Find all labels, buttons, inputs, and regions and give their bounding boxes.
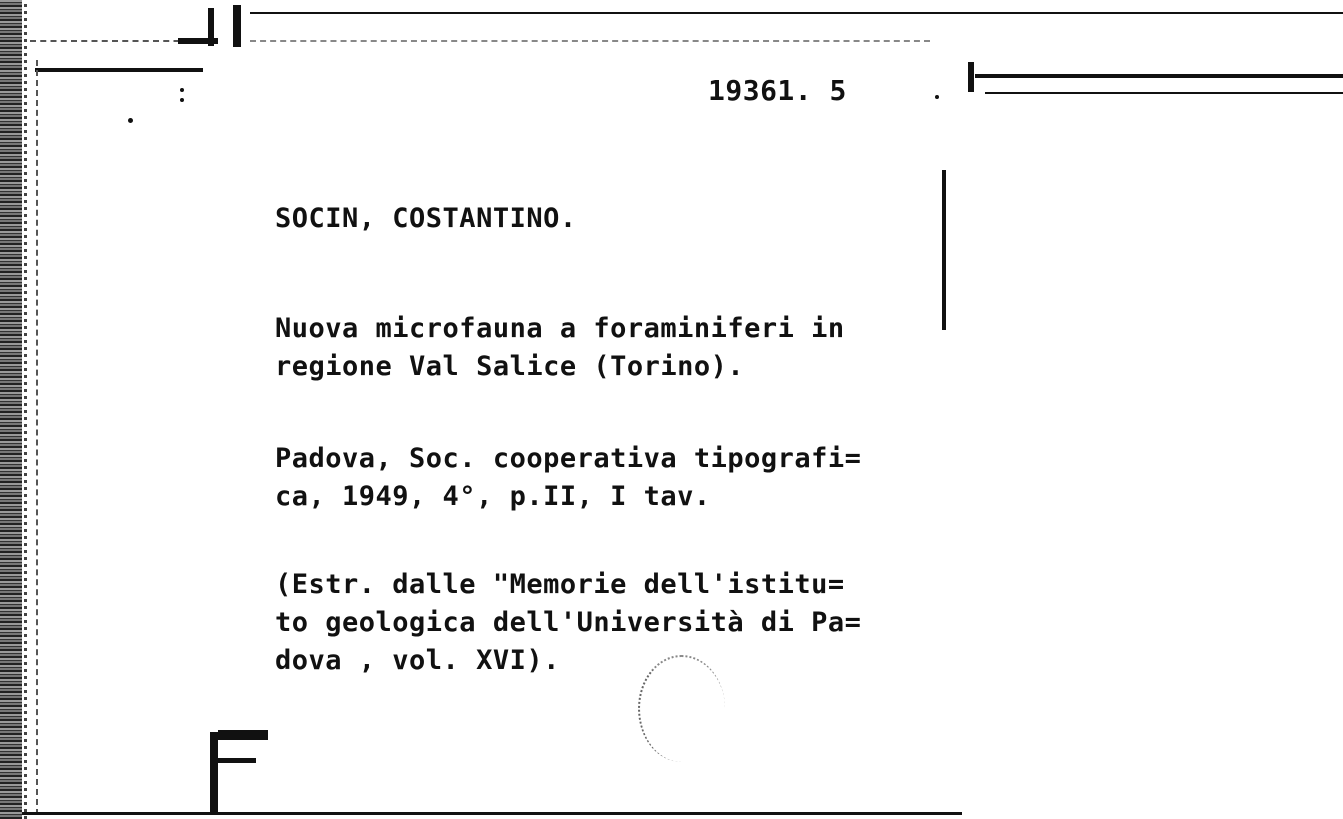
note-line-3: dova , vol. XVI). [275, 645, 560, 676]
title-line-1: Nuova microfauna a foraminiferi in [275, 313, 845, 344]
top-left-post-a [208, 8, 214, 46]
speck [180, 88, 184, 92]
card-top-left-rule [35, 68, 203, 72]
speck [128, 118, 133, 123]
right-tab-hook [968, 62, 974, 92]
bottom-left-bar-2 [218, 758, 256, 763]
bottom-border-line [22, 812, 962, 815]
bottom-left-bar [218, 730, 268, 740]
top-border-line [250, 12, 1343, 14]
note-line-2: to geologica dell'Università di Pa= [275, 607, 862, 638]
note-line-1: (Estr. dalle "Memorie dell'istitu= [275, 569, 845, 600]
bottom-left-post [210, 732, 218, 814]
left-vertical-rule [36, 60, 38, 815]
author-heading: SOCIN, COSTANTINO. [275, 203, 577, 234]
card-number: 19361. 5 [708, 74, 847, 107]
top-dashed-line [30, 40, 200, 42]
scan-left-edge-dashes [24, 0, 27, 819]
speck [935, 95, 939, 99]
right-vertical-mark [942, 170, 946, 330]
top-left-post-b [233, 5, 241, 47]
top-dashed-line-2 [250, 40, 930, 42]
right-tab-rule-lower [985, 92, 1343, 94]
imprint-line-1: Padova, Soc. cooperativa tipografi= [275, 443, 862, 474]
scan-left-edge [0, 0, 22, 819]
imprint-line-2: ca, 1949, 4°, p.II, I tav. [275, 481, 711, 512]
right-tab-rule [975, 74, 1343, 78]
speck [180, 98, 184, 102]
title-line-2: regione Val Salice (Torino). [275, 351, 745, 382]
punch-hole-outline [638, 655, 725, 762]
